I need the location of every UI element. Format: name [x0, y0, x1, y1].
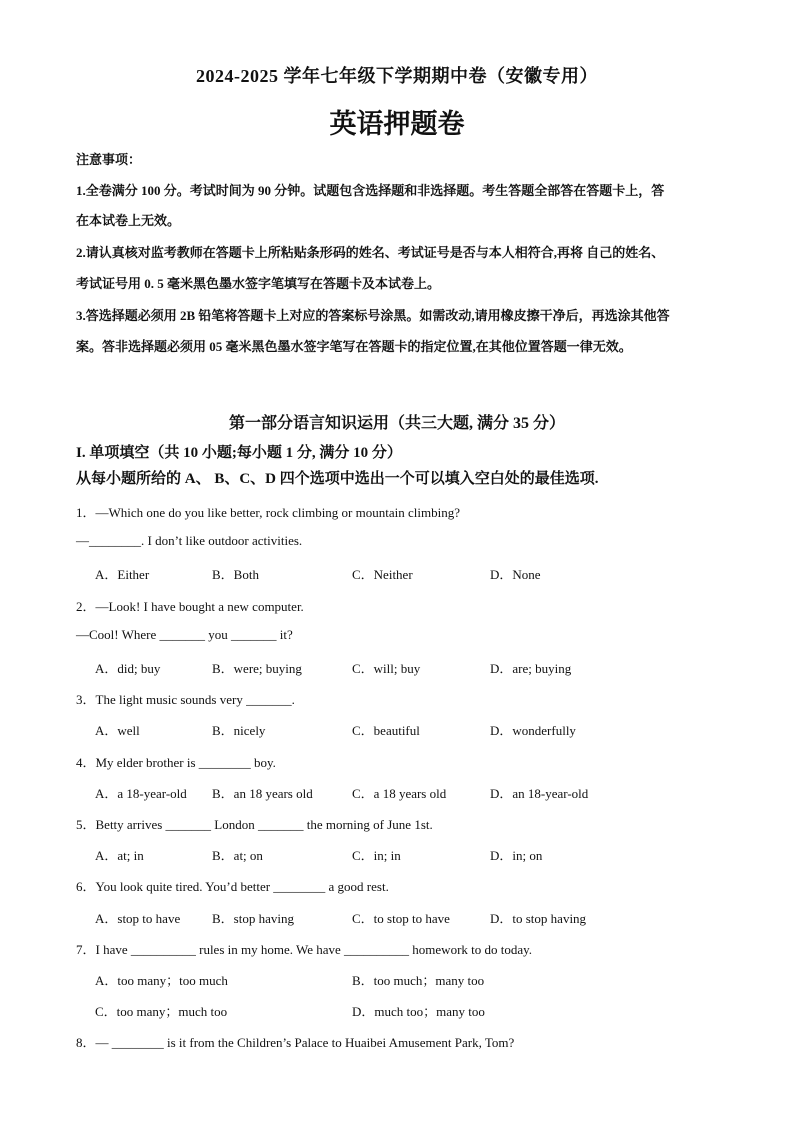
- option-a: A．well: [95, 723, 140, 738]
- option-a: A．did; buy: [95, 661, 161, 676]
- notice-line: 2.请认真核对监考教师在答题卡上所粘贴条形码的姓名、考试证号是否与本人相符合,再将 自己的姓名、: [76, 245, 665, 260]
- option-a: A．at; in: [95, 848, 144, 863]
- option-d: D．wonderfully: [490, 723, 576, 738]
- option-d: D．an 18-year-old: [490, 786, 589, 801]
- notice-line: 考试证号用 0. 5 毫米黑色墨水签字笔填写在答题卡及本试卷上。: [76, 276, 441, 291]
- option-b: B．too much；many too: [352, 973, 485, 988]
- option-c: C．beautiful: [352, 723, 420, 738]
- option-c: C．Neither: [352, 567, 413, 582]
- option-c: C．will; buy: [352, 661, 421, 676]
- part-title: 第一部分语言知识运用（共三大题, 满分 35 分）: [228, 415, 565, 432]
- option-d: D．None: [490, 567, 541, 582]
- option-a: A．stop to have: [95, 911, 181, 926]
- option-b: B．stop having: [212, 911, 294, 926]
- section-instruction: 从每小题所给的 A、 B、C、D 四个选项中选出一个可以填入空白处的最佳选项.: [76, 471, 599, 487]
- notice-line: 3.答选择题必须用 2B 铅笔将答题卡上对应的答案标号涂黑。如需改动,请用橡皮擦干净后，再选涂其他答: [76, 308, 670, 323]
- option-c: C．a 18 years old: [352, 786, 447, 801]
- notice-heading: 注意事项：: [76, 152, 142, 167]
- option-c: C．too many；much too: [95, 1004, 228, 1019]
- option-d: D．much too；many too: [352, 1004, 485, 1019]
- option-b: B．were; buying: [212, 661, 302, 676]
- section-title: I. 单项填空（共 10 小题;每小题 1 分, 满分 10 分）: [76, 445, 402, 461]
- notice-line: 案。答非选择题必须用 05 毫米黑色墨水签字笔写在答题卡的指定位置,在其他位置答题一律无效。: [76, 339, 632, 354]
- question-stem: 1．—Which one do you like better, rock climbing or mountain climbing?: [76, 505, 460, 520]
- question-stem: 2．—Look! I have bought a new computer.: [76, 599, 304, 614]
- question-stem: 5．Betty arrives _______ London _______ the morning of June 1st.: [76, 817, 433, 832]
- option-d: D．are; buying: [490, 661, 572, 676]
- option-d: D．in; on: [490, 848, 543, 863]
- option-d: D．to stop having: [490, 911, 587, 926]
- option-b: B．at; on: [212, 848, 263, 863]
- question-stem: 4．My elder brother is ________ boy.: [76, 755, 276, 770]
- question-stem: —________. I don’t like outdoor activities.: [76, 533, 303, 548]
- option-a: A．too many；too much: [95, 973, 228, 988]
- question-stem: 8．— ________ is it from the Children’s Palace to Huaibei Amusement Park, Tom?: [76, 1035, 515, 1050]
- option-b: B．Both: [212, 567, 259, 582]
- option-a: A．Either: [95, 567, 150, 582]
- option-a: A．a 18-year-old: [95, 786, 187, 801]
- notice-line: 1.全卷满分 100 分。考试时间为 90 分钟。试题包含选择题和非选择题。考生答题全部答在答题卡上，答: [76, 183, 665, 198]
- option-c: C．in; in: [352, 848, 401, 863]
- question-stem: 3．The light music sounds very _______.: [76, 692, 295, 707]
- option-c: C．to stop to have: [352, 911, 450, 926]
- notice-line: 在本试卷上无效。: [76, 213, 181, 228]
- question-stem: 6．You look quite tired. You’d better ________ a good rest.: [76, 879, 389, 894]
- exam-title: 2024-2025 学年七年级下学期期中卷（安徽专用）: [196, 66, 598, 86]
- exam-subtitle: 英语押题卷: [329, 109, 465, 140]
- option-b: B．nicely: [212, 723, 266, 738]
- question-stem: 7．I have __________ rules in my home. We have __________ homework to do today.: [76, 942, 533, 957]
- option-b: B．an 18 years old: [212, 786, 313, 801]
- question-stem: —Cool! Where _______ you _______ it?: [76, 627, 293, 642]
